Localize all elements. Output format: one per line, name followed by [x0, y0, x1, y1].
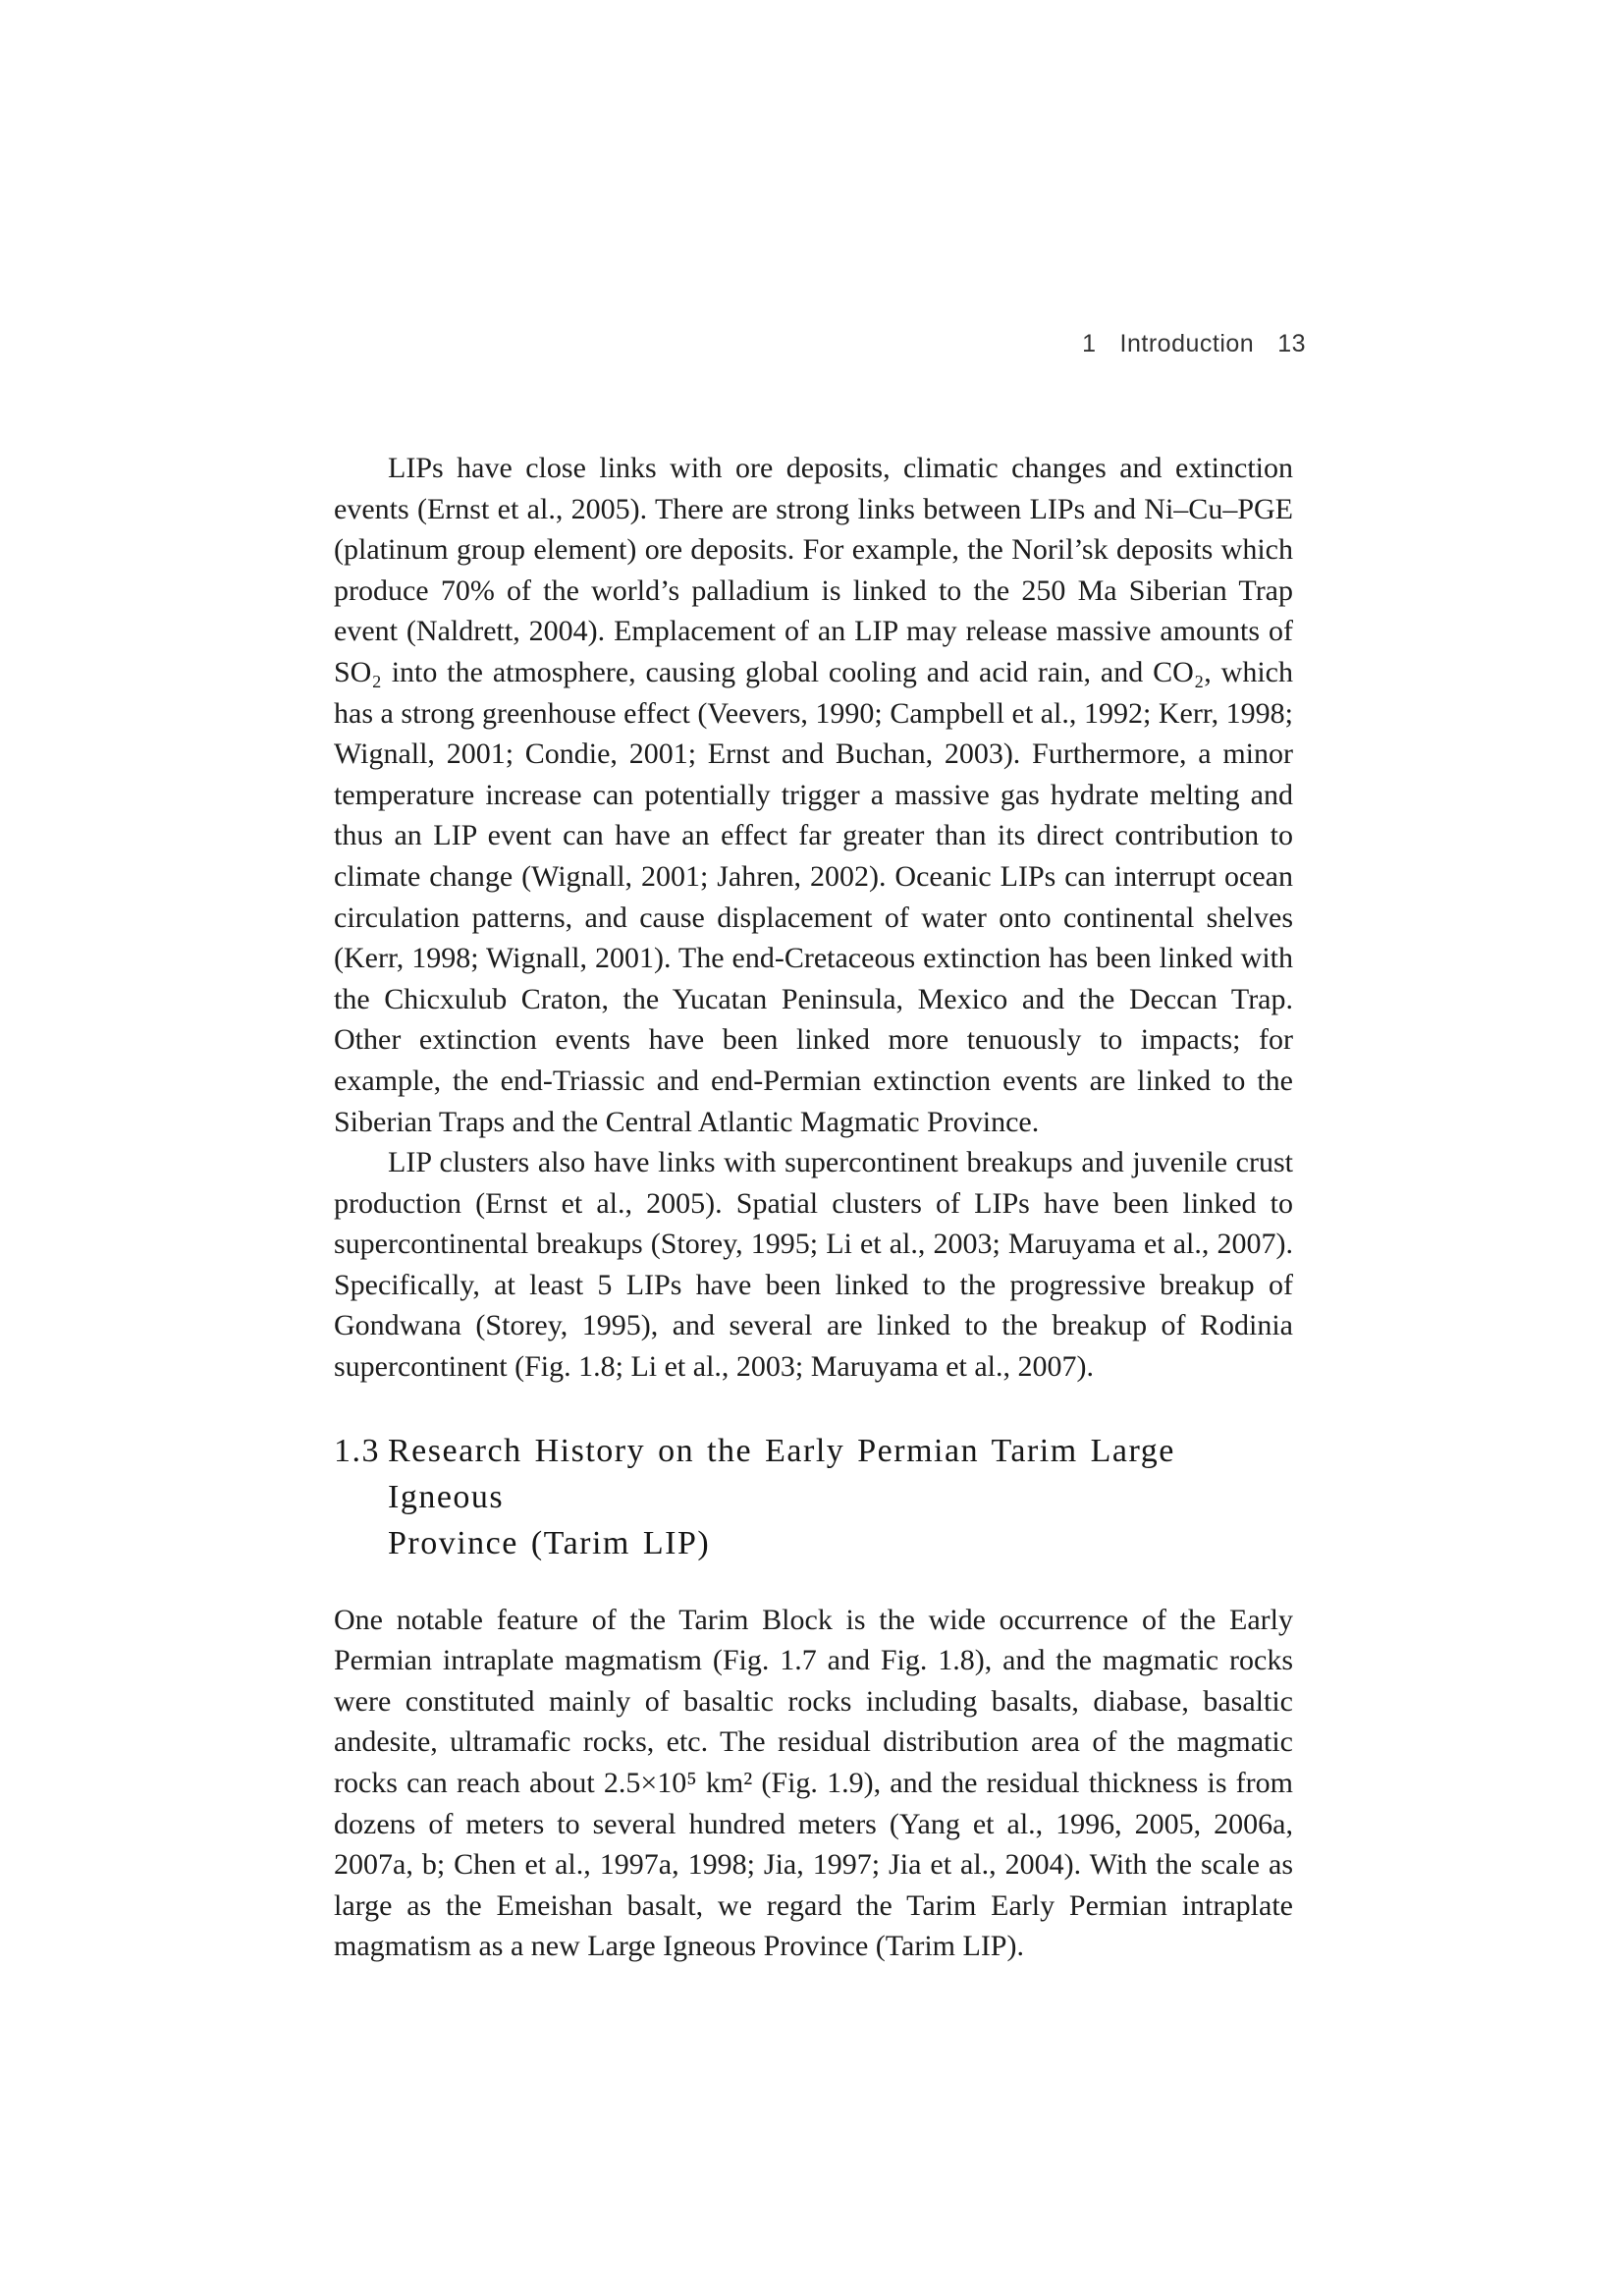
paragraph-tarim-lip: One notable feature of the Tarim Block is the wide occurrence of the Early Permian intraplate magmatism (Fig. 1.7 and Fig. 1.8), and the magmatic rocks were constituted mainly of basaltic rocks including basalts, diabase, basaltic andesite, ultramafic rocks, etc. The residual distribution area of the magmatic rocks can reach about 2.5×10⁵ km² (Fig. 1.9), and the residual thickness is from dozens of meters to several hundred meters (Yang et al., 1996, 2005, 2006a, 2007a, b; Chen et al., 1997a, 1998; Jia, 1997; Jia et al., 2004). With the scale as large as the Emeishan basalt, we regard the Tarim Early Permian intraplate magmatism as a new Large Igneous Province (Tarim LIP). [334, 1603, 1293, 1963]
section-title [388, 1428, 1293, 1566]
section-number: 1.3 [334, 1432, 380, 1469]
paragraph-lip-clusters: LIP clusters also have links with supercontinent breakups and juvenile crust production (Ernst et al., 2005). Spatial clusters of LIPs have been linked to supercontinental breakups (Storey, 1995; Li et al., 2003; Maruyama et al., 2007). Specifically, at least 5 LIPs have been linked to the progressive breakup of Gondwana (Storey, 1995), and several are linked to the breakup of Rodinia supercontinent (Fig. 1.8; Li et al., 2003; Maruyama et al., 2007). [334, 1146, 1293, 1384]
section-title-line-2: Province (Tarim LIP) [388, 1524, 711, 1561]
paragraph-lips-ore-deposits: LIPs have close links with ore deposits, climatic changes and extinction events (Ernst et al., 2005). There are strong links between LIPs and Ni–Cu–PGE (platinum group element) ore deposits. For example, the Noril’sk deposits which produce 70% of the world’s palladium is linked to the 250 Ma Siberian Trap event (Naldrett, 2004). Emplacement of an LIP may release massive amounts of SO₂ into the atmosphere, causing global cooling and acid rain, and CO₂, which has a strong greenhouse effect (Veevers, 1990; Campbell et al., 1992; Kerr, 1998; Wignall, 2001; Condie, 2001; Ernst and Buchan, 2003). Furthermore, a minor temperature increase can potentially trigger a massive gas hydrate melting and thus an LIP event can have an effect far greater than its direct contribution to climate change (Wignall, 2001; Jahren, 2002). Oceanic LIPs can interrupt ocean circulation patterns, and cause displacement of water onto continental shelves (Kerr, 1998; Wignall, 2001). The end-Cretaceous extinction has been linked with the Chicxulub Craton, the Yucatan Peninsula, Mexico and the Deccan Trap. Other extinction events have been linked more tenuously to impacts; for example, the end-Triassic and end-Permian extinction events are linked to the Siberian Traps and the Central Atlantic Magmatic Province. [334, 452, 1293, 1138]
section-heading [334, 1428, 1293, 1566]
section-title-line-1: Research History on the Early Permian Tarim Large Igneous [388, 1432, 1175, 1515]
chapter-number: 1 [1082, 330, 1097, 357]
page-text-block [334, 448, 1293, 1967]
running-header [1082, 330, 1306, 358]
chapter-title: Introduction [1119, 330, 1255, 357]
page-number: 13 [1277, 330, 1306, 357]
